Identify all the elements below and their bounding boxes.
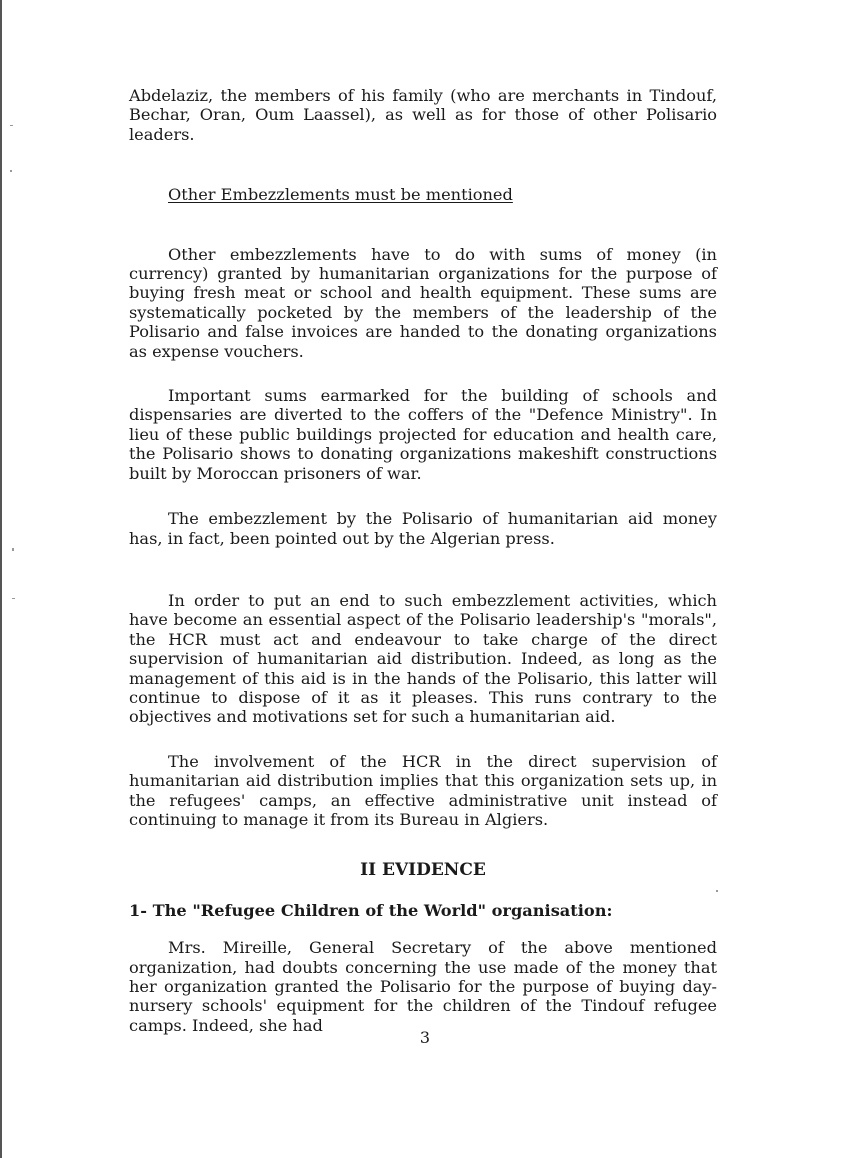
- scan-speck: [10, 170, 12, 172]
- page-number: 3: [419, 1028, 431, 1047]
- scan-speck: [12, 598, 15, 599]
- scan-speck: [716, 890, 718, 892]
- paragraph-hcr-action: In order to put an end to such embezzlement activities, which have become an essential aspect of the Polisario leadership's "morals", the HCR must act and endeavour to take charge of the direct supervision of humanitarian aid distribution. Indeed, as long as the management of this aid is in the hands of the Polisario, this latter will continue to dispose of it as it pleases. This runs contrary to the objectives and motivations set for such a humanitarian aid.: [129, 590, 717, 727]
- subsection-title: 1- The "Refugee Children of the World" organisation:: [129, 900, 613, 920]
- paragraph-mrs-mireille: Mrs. Mireille, General Secretary of the above mentioned organization, had doubts concerning the use made of the money that her organization granted the Polisario for the purpose of buying day-nursery schools' equipment for the children of the Tindouf refugee camps. Indeed, she had: [129, 938, 717, 1035]
- scan-left-edge: [0, 0, 2, 1158]
- page-body: [129, 86, 717, 1035]
- paragraph-important-sums: Important sums earmarked for the building of schools and dispensaries are diverted to the coffers of the "Defence Ministry". In lieu of these public buildings projected for education and health care, the Polisario shows to donating organizations makeshift constructions built by Moroccan prisoners of war.: [129, 386, 717, 483]
- section-title: II EVIDENCE: [360, 860, 486, 881]
- subheading-other-embezzlements: Other Embezzlements must be mentioned: [168, 185, 513, 205]
- paragraph-embezzlements: Other embezzlements have to do with sums of money (in currency) granted by humanitarian organizations for the purpose of buying fresh meat or school and health equipment. These sums are systematically pocketed by the members of the leadership of the Polisario and false invoices are handed to the donating organizations as expense vouchers.: [129, 244, 717, 361]
- scan-speck: [10, 125, 13, 126]
- paragraph-continuation: Abdelaziz, the members of his family (who are merchants in Tindouf, Bechar, Oran, Oum Laassel), as well as for those of other Polisario leaders.: [129, 86, 717, 144]
- scan-speck: [12, 548, 14, 551]
- paragraph-algerian-press: The embezzlement by the Polisario of humanitarian aid money has, in fact, been pointed out by the Algerian press.: [129, 509, 717, 548]
- paragraph-hcr-involvement: The involvement of the HCR in the direct supervision of humanitarian aid distribution implies that this organization sets up, in the refugees' camps, an effective administrative unit instead of continuing to manage it from its Bureau in Algiers.: [129, 751, 717, 829]
